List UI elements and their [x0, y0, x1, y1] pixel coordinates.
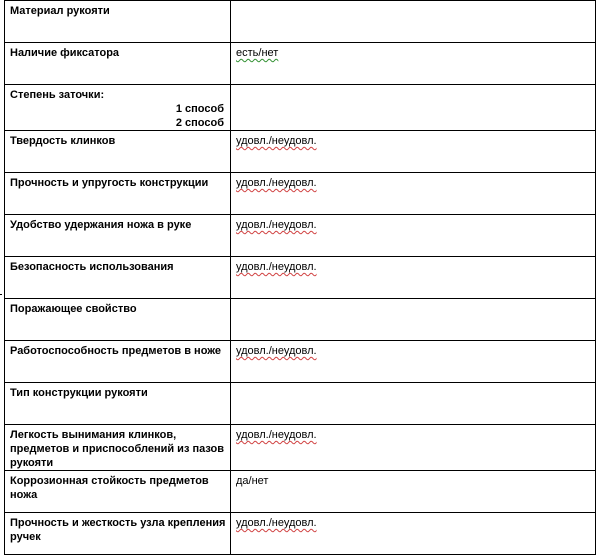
row-label-extraction: Легкость вынимания клинков, предметов и приспособлений из пазов рукояти: [5, 425, 231, 471]
sharpness-title: Степень заточки:: [10, 89, 105, 101]
row-value-handle-joint[interactable]: [231, 513, 596, 555]
sharpness-method-2: 2 способ: [175, 117, 224, 129]
value-text: удовл./неудовл.: [236, 429, 317, 441]
value-text: удовл./неудовл.: [236, 177, 317, 189]
row-value-lock[interactable]: [231, 43, 596, 85]
row-value-handle-material[interactable]: [231, 1, 596, 43]
row-label-tools-operability: Работоспособность предметов в ноже: [5, 341, 231, 383]
table-row: [5, 341, 596, 383]
knife-evaluation-table: [4, 0, 596, 555]
table-row: [5, 513, 596, 555]
row-value-strength[interactable]: [231, 173, 596, 215]
table-row: [5, 131, 596, 173]
row-label-lock: Наличие фиксатора: [5, 43, 231, 85]
table-row: [5, 257, 596, 299]
row-value-tools-operability[interactable]: [231, 341, 596, 383]
row-label-handle-material: Материал рукояти: [5, 1, 231, 43]
value-text: удовл./неудовл.: [236, 135, 317, 147]
row-value-damaging[interactable]: [231, 299, 596, 341]
table-row: [5, 299, 596, 341]
row-value-safety[interactable]: [231, 257, 596, 299]
row-value-sharpness[interactable]: [231, 85, 596, 131]
row-label-handle-joint: Прочность и жесткость узла крепления ручек: [5, 513, 231, 555]
value-text: удовл./неудовл.: [236, 345, 317, 357]
row-label-sharpness: [5, 85, 231, 131]
value-text: удовл./неудовл.: [236, 261, 317, 273]
row-label-blade-hardness: Твердость клинков: [5, 131, 231, 173]
value-text: удовл./неудовл.: [236, 517, 317, 529]
page-edge-mark: [0, 294, 2, 295]
row-value-grip[interactable]: [231, 215, 596, 257]
table-row: [5, 1, 596, 43]
row-label-corrosion: Коррозионная стойкость предметов ножа: [5, 471, 231, 513]
row-label-damaging: Поражающее свойство: [5, 299, 231, 341]
row-value-blade-hardness[interactable]: [231, 131, 596, 173]
table-row: [5, 43, 596, 85]
table-row: [5, 383, 596, 425]
table-row: [5, 471, 596, 513]
table-row: [5, 173, 596, 215]
row-value-handle-type[interactable]: [231, 383, 596, 425]
value-text: да/нет: [236, 475, 269, 487]
row-label-handle-type: Тип конструкции рукояти: [5, 383, 231, 425]
row-label-strength: Прочность и упругость конструкции: [5, 173, 231, 215]
table-row: [5, 85, 596, 131]
value-text: удовл./неудовл.: [236, 219, 317, 231]
row-value-extraction[interactable]: [231, 425, 596, 471]
table-row: [5, 215, 596, 257]
table-row: [5, 425, 596, 471]
value-text: есть/нет: [236, 47, 279, 59]
row-label-grip: Удобство удержания ножа в руке: [5, 215, 231, 257]
row-value-corrosion[interactable]: [231, 471, 596, 513]
row-label-safety: Безопасность использования: [5, 257, 231, 299]
sharpness-method-1: 1 способ: [175, 103, 224, 115]
